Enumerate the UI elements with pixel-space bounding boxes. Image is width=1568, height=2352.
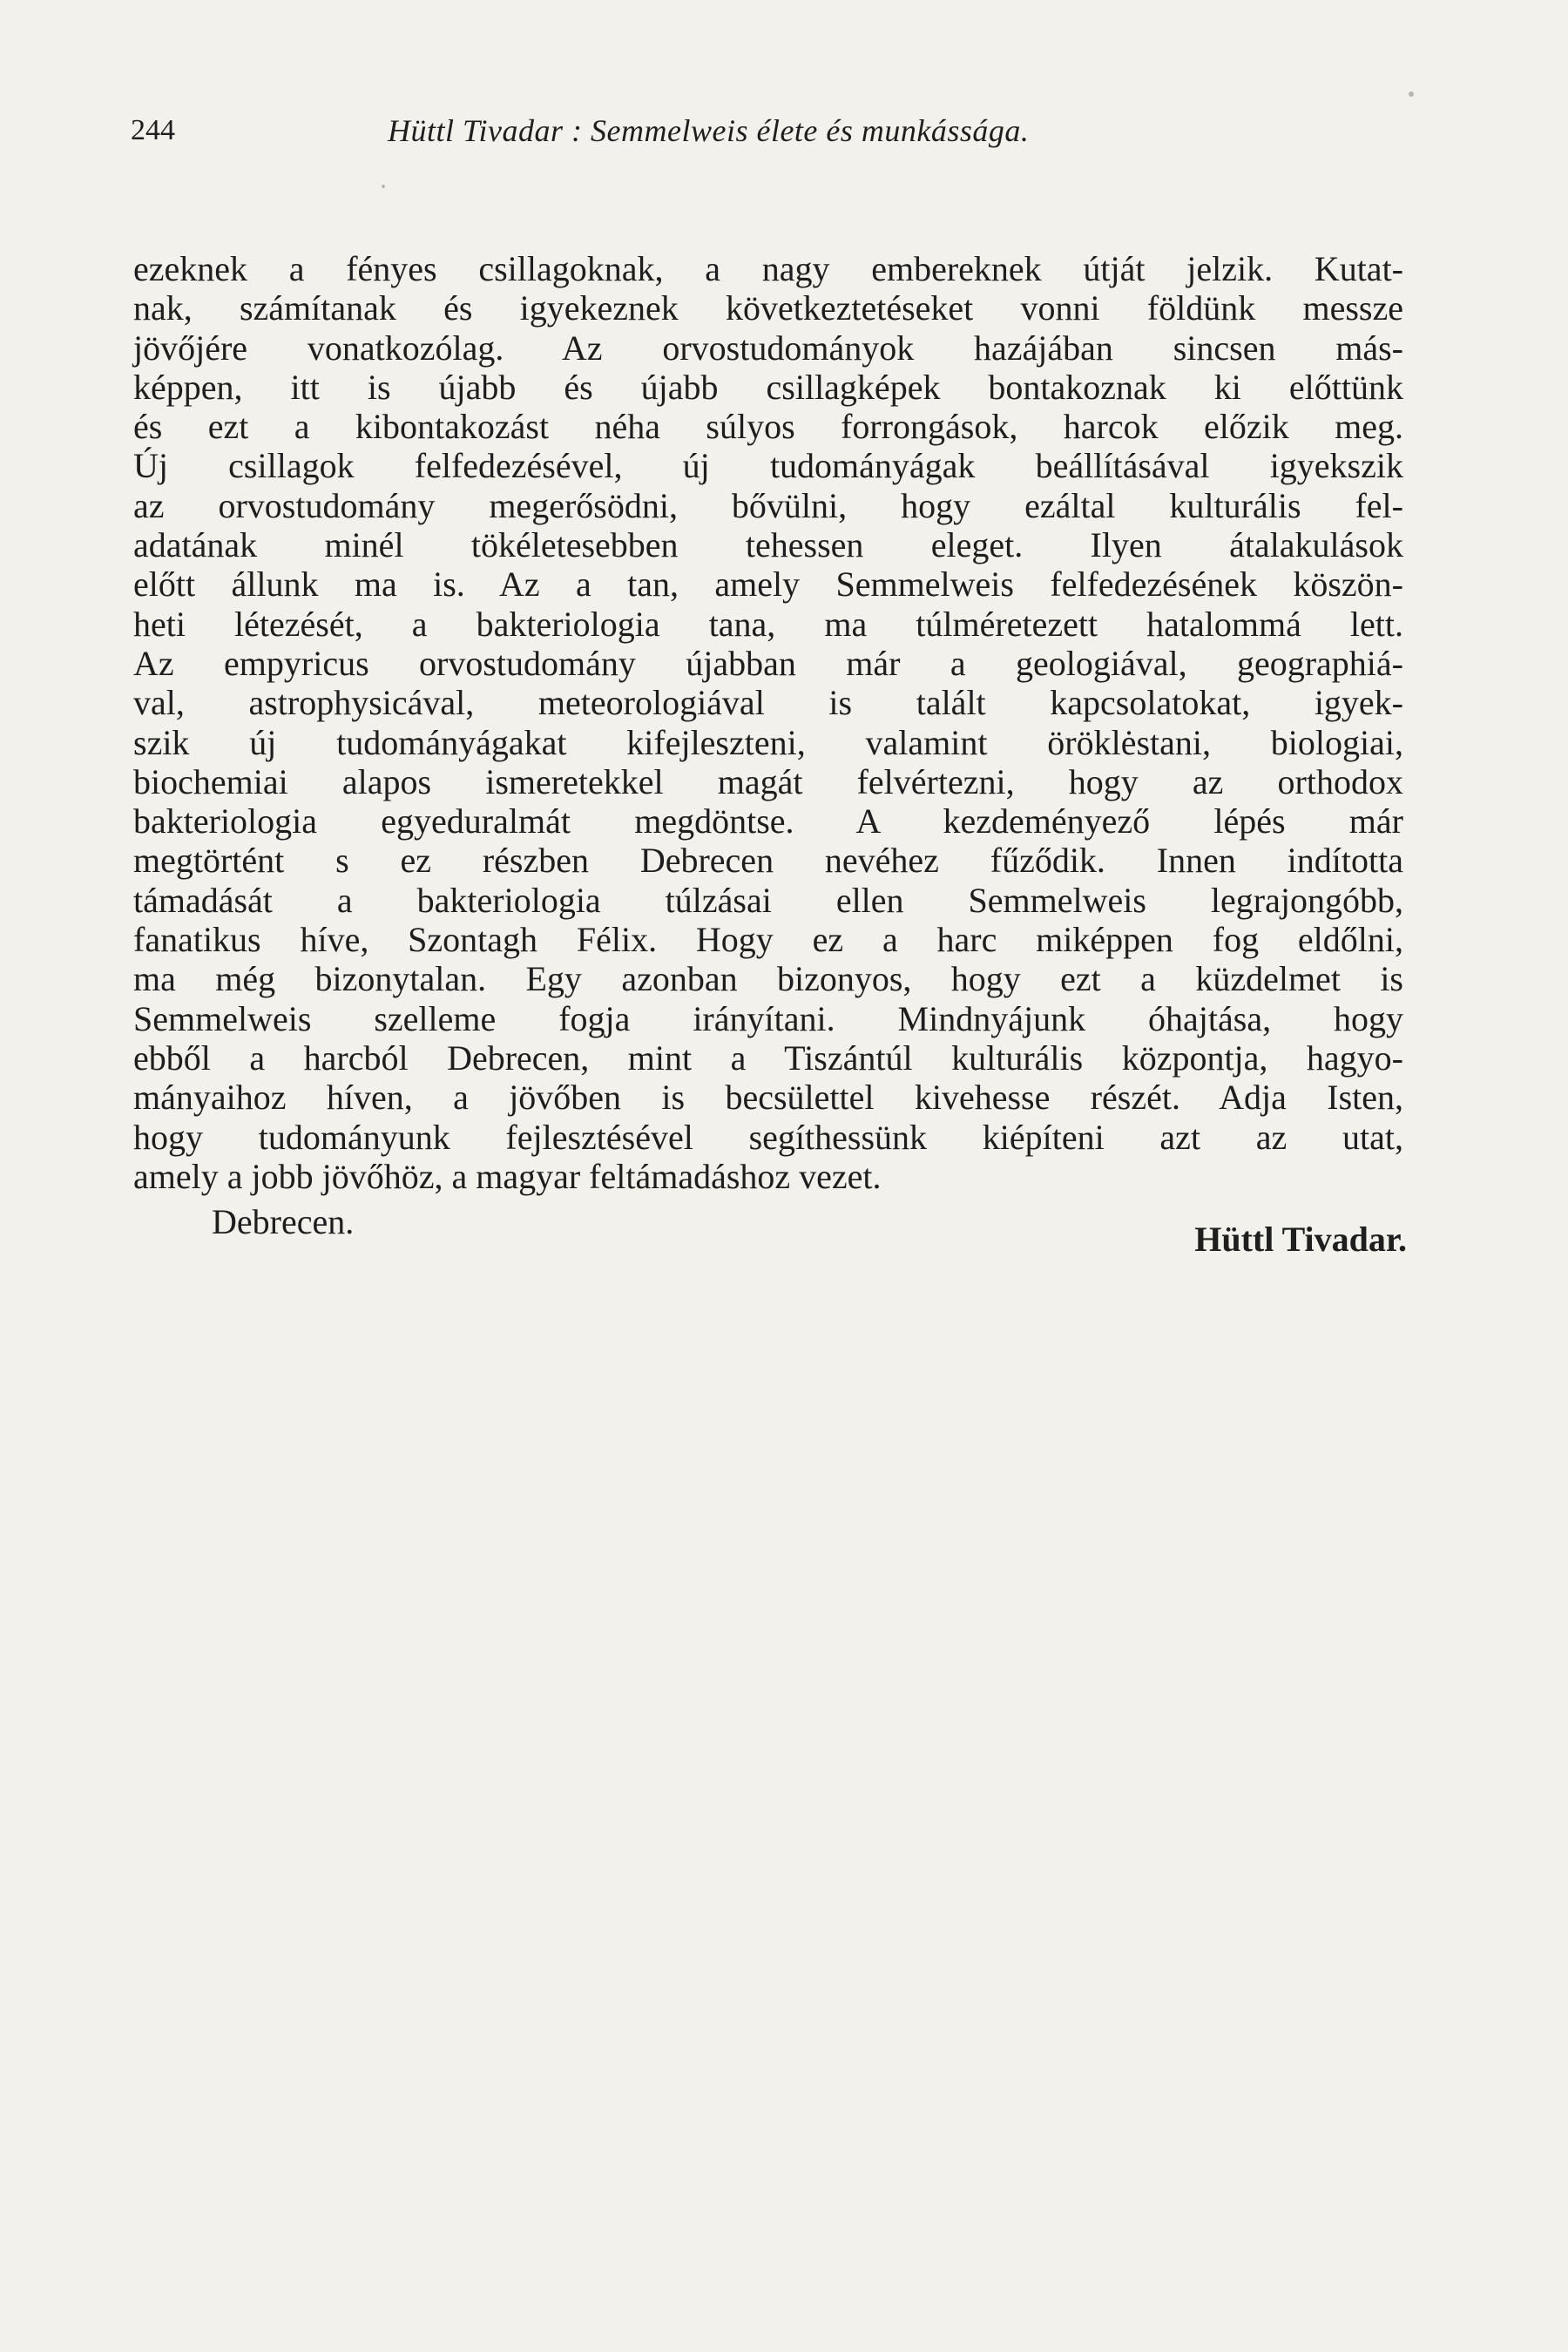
text-line: Az empyricus orvostudomány újabban már a geologiával, geographiá- [133, 643, 1403, 683]
text-line: biochemiai alapos ismeretekkel magát felvértezni, hogy az orthodox [133, 761, 1403, 801]
page-number: 244 [131, 114, 175, 146]
text-line: mányaihoz híven, a jövőben is becsülettel kivehesse részét. Adja Isten, [133, 1078, 1403, 1118]
text-line: képpen, itt is újabb és újabb csillagképek bontakoznak ki előttünk [133, 367, 1403, 407]
author-signature: Hüttl Tivadar. [1194, 1220, 1407, 1259]
text-line: ebből a harcból Debrecen, mint a Tiszántúl kulturális központja, hagyo- [133, 1037, 1403, 1078]
running-title: Hüttl Tivadar : Semmelweis élete és munkássága. [388, 113, 1030, 148]
page-header [131, 113, 1394, 166]
place-name: Debrecen. [212, 1202, 355, 1241]
text-line: fanatikus híve, Szontagh Félix. Hogy ez a harc miképpen fog eldőlni, [133, 920, 1403, 960]
scan-speck [382, 185, 385, 188]
text-line: jövőjére vonatkozólag. Az orvostudományok hazájában sincsen más- [133, 328, 1403, 368]
text-line: Új csillagok felfedezésével, új tudományágak beállításával igyekszik [133, 446, 1403, 486]
text-line: az orvostudomány megerősödni, bővülni, hogy ezáltal kulturális fel- [133, 485, 1403, 525]
text-line: nak, számítanak és igyekeznek következtetéseket vonni földünk messze [133, 288, 1403, 328]
scan-speck [1409, 91, 1414, 97]
text-line: heti létezését, a bakteriologia tana, ma túlméretezett hatalommá lett. [133, 604, 1403, 644]
text-line: amely a jobb jövőhöz, a magyar feltámadáshoz vezet. [133, 1156, 882, 1196]
text-line: ma még bizonytalan. Egy azonban bizonyos, hogy ezt a küzdelmet is [133, 959, 1403, 999]
text-line: val, astrophysicával, meteorologiával is talált kapcsolatokat, igyek- [133, 683, 1403, 723]
text-line: előtt állunk ma is. Az a tan, amely Semmelweis felfedezésének köszön- [133, 564, 1403, 605]
text-line: adatának minél tökéletesebben tehessen eleget. Ilyen átalakulások [133, 525, 1403, 565]
text-line: Semmelweis szelleme fogja irányítani. Mindnyájunk óhajtása, hogy [133, 998, 1403, 1038]
text-line: ezeknek a fényes csillagoknak, a nagy embereknek útját jelzik. Kutat- [133, 249, 1403, 288]
text-line: és ezt a kibontakozást néha súlyos forrongások, harcok előzik meg. [133, 407, 1403, 447]
signature-block [133, 1202, 1407, 1272]
text-line: megtörtént s ez részben Debrecen nevéhez fűződik. Innen indította [133, 841, 1403, 881]
text-line: bakteriologia egyeduralmát megdöntse. A kezdeményező lépés már [133, 801, 1403, 841]
text-line: hogy tudományunk fejlesztésével segíthessünk kiépíteni azt az utat, [133, 1117, 1403, 1157]
text-line: támadását a bakteriologia túlzásai ellen Semmelweis legrajongóbb, [133, 880, 1403, 920]
text-line: szik új tudományágakat kifejleszteni, valamint öröklėstani, biologiai, [133, 722, 1403, 762]
body-paragraph [133, 249, 1403, 1196]
